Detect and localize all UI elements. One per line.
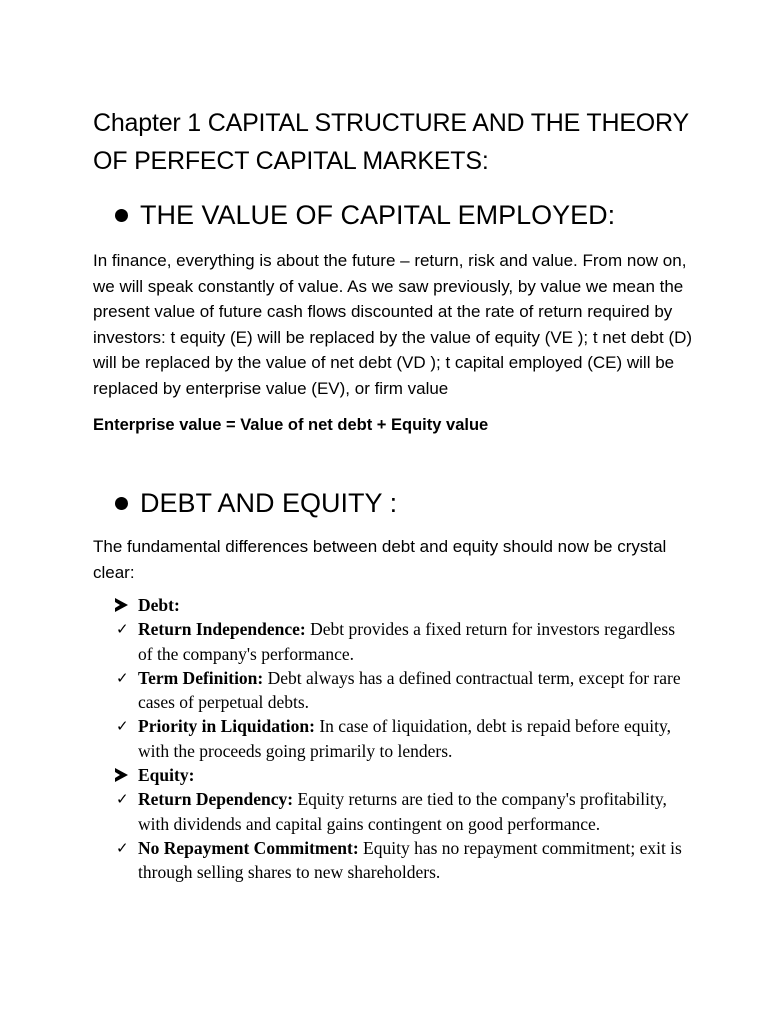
filled-circle-bullet-icon <box>115 209 128 222</box>
list-item-debt <box>115 593 693 617</box>
list-item-return-independence <box>115 617 693 666</box>
arrowhead-bullet-icon <box>115 768 128 782</box>
checkmark-bullet-icon: ✓ <box>116 790 129 809</box>
list-item-term: Debt: <box>138 595 180 615</box>
list-item-term: Equity: <box>138 765 195 786</box>
value-paragraph: In finance, everything is about the future – return, risk and value. From now on, we will speak constantly of value. As we saw previously, by value we mean the present value of future cash flows discounted at the rate of return required by investors: t equity (E) will be replaced by the value of equity (VE ); t net debt (D) will be replaced by the value of net debt (VD ); t capital employed (CE) will be replaced by enterprise value (EV), or firm value <box>93 251 693 398</box>
list-item-text: Debt provides a fixed return for investors regardless of the company's performance. <box>138 619 676 664</box>
debt-equity-intro: The fundamental differences between debt and equity should now be crystal clear: <box>93 537 667 582</box>
list-item-text: Equity returns are tied to the company's profitability, with dividends and capital gains contingent on good performance. <box>138 789 667 834</box>
list-item-term: Term Definition: <box>138 667 264 688</box>
checkmark-bullet-icon: ✓ <box>116 620 129 639</box>
section-heading-text: DEBT AND EQUITY : <box>140 487 398 518</box>
arrowhead-bullet-icon <box>115 598 128 612</box>
checkmark-bullet-icon: ✓ <box>116 717 129 736</box>
list-item-equity <box>115 763 693 787</box>
document-page <box>93 104 693 885</box>
list-item-term: No Repayment Commitment: <box>138 837 359 858</box>
list-item-text: Equity has no repayment commitment; exit is through selling shares to new shareholders. <box>138 837 682 883</box>
checkmark-bullet-icon: ✓ <box>116 668 129 687</box>
section-heading-value-of-capital <box>93 194 693 236</box>
filled-circle-bullet-icon <box>115 497 128 510</box>
list-item-term: Return Independence: <box>138 619 306 640</box>
list-item-term: Return Dependency: <box>138 789 294 810</box>
list-item-text: Debt always has a defined contractual term, except for rare cases of perpetual debts. <box>138 667 681 713</box>
list-item-priority-in-liquidation <box>115 714 693 763</box>
list-item-return-dependency <box>115 787 693 836</box>
list-item-term-definition <box>115 666 693 715</box>
section-heading-text: THE VALUE OF CAPITAL EMPLOYED: <box>140 199 616 230</box>
chapter-title: Chapter 1 CAPITAL STRUCTURE AND THE THEORY OF PERFECT CAPITAL MARKETS: <box>93 109 689 175</box>
enterprise-value-formula: Enterprise value = Value of net debt + Equity value <box>93 416 489 434</box>
debt-equity-list <box>93 593 693 885</box>
list-item-no-repayment-commitment <box>115 836 693 885</box>
list-item-term: Priority in Liquidation: <box>138 716 315 737</box>
list-item-text: In case of liquidation, debt is repaid before equity, with the proceeds going primarily to lenders. <box>138 716 672 761</box>
section-heading-debt-equity <box>93 482 693 524</box>
checkmark-bullet-icon: ✓ <box>116 838 129 857</box>
